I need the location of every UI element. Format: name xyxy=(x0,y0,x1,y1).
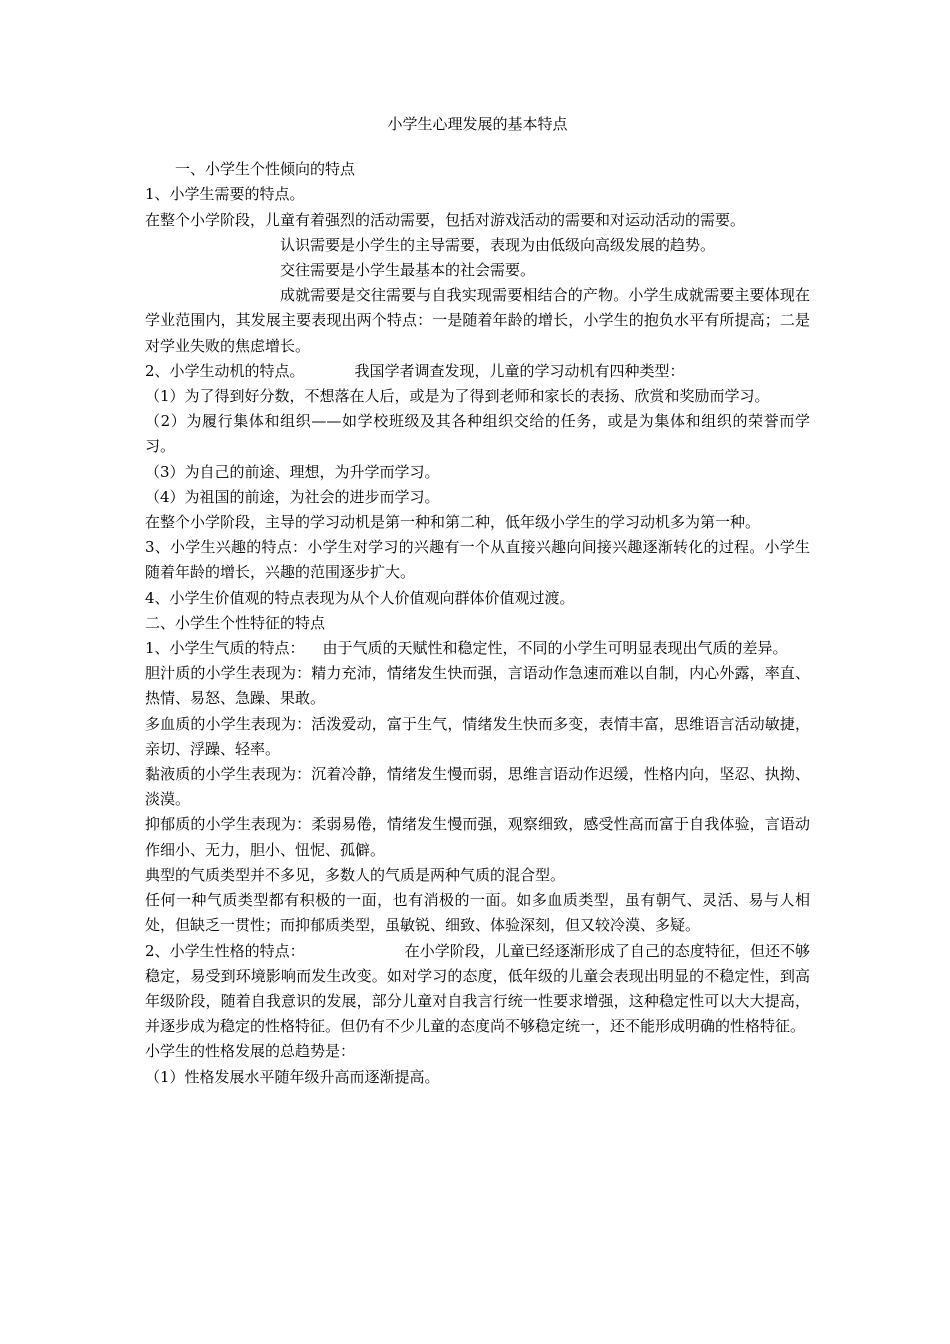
paragraph-social-needs: 交往需要是小学生最基本的社会需要。 xyxy=(280,261,536,280)
paragraph-phlegmatic: 黏液质的小学生表现为：沉着冷静，情绪发生慢而弱，思维言语动作迟缓，性格内向，坚忍、执拗、淡漠。 xyxy=(145,765,810,809)
temperament-intro: 由于气质的天赋性和稳定性，不同的小学生可明显表现出气质的差异。 xyxy=(322,639,788,658)
character-body: 在小学阶段，儿童已经逐渐形成了自己的态度特征，但还不够稳定，易受到环境影响而发生改变。如对学习的态度，低年级的儿童会表现出明显的不稳定性，到高年级阶段，随着自我意识的发展，部分儿童对自我言行统一性要求增强，这种稳定性可以大大提高，并逐步成为稳定的性格特征。但仍有不少儿童的态度尚不够稳定统一，还不能形成明确的性格特征。 xyxy=(145,941,810,1036)
subheading-motivation: 2、小学生动机的特点。 xyxy=(145,361,305,380)
list-item-motive-2: （2）为履行集体和组织——如学校班级及其各种组织交给的任务，或是为集体和组织的荣誉而学习。 xyxy=(145,412,810,456)
paragraph-melancholic: 抑郁质的小学生表现为：柔弱易倦，情绪发生慢而强，观察细致，感受性高而富于自我体验，言语动作细小、无力，胆小、忸怩、孤僻。 xyxy=(145,815,810,859)
motivation-intro: 我国学者调查发现，儿童的学习动机有四种类型： xyxy=(354,361,685,380)
subheading-needs: 1、小学生需要的特点。 xyxy=(145,185,305,204)
list-item-motive-1: （1）为了得到好分数，不想落在人后，或是为了得到老师和家长的表扬、欣赏和奖励而学习。 xyxy=(145,387,770,406)
paragraph-choleric: 胆汁质的小学生表现为：精力充沛，情绪发生快而强，言语动作急速而难以自制，内心外露，率直、热情、易怒、急躁、果敢。 xyxy=(145,664,810,708)
section-heading-1: 一、小学生个性倾向的特点 xyxy=(175,160,356,179)
list-item-motive-3: （3）为自己的前途、理想，为升学而学习。 xyxy=(145,462,440,481)
subheading-character: 2、小学生性格的特点： xyxy=(145,941,305,960)
paragraph-character-trend: 小学生的性格发展的总趋势是： xyxy=(145,1042,356,1061)
list-item-trend-1: （1）性格发展水平随年级升高而逐渐提高。 xyxy=(145,1067,440,1086)
paragraph-interest: 3、小学生兴趣的特点：小学生对学习的兴趣有一个从直接兴趣向间接兴趣逐渐转化的过程。小学生随着年龄的增长，兴趣的范围逐步扩大。 xyxy=(145,538,810,582)
section-heading-2: 二、小学生个性特征的特点 xyxy=(145,613,326,632)
list-item-motive-4: （4）为祖国的前途，为社会的进步而学习。 xyxy=(145,487,440,506)
paragraph-character xyxy=(145,939,810,1040)
paragraph-activity-needs: 在整个小学阶段，儿童有着强烈的活动需要，包括对游戏活动的需要和对运动活动的需要。 xyxy=(145,210,746,229)
paragraph-sanguine: 多血质的小学生表现为：活泼爱动，富于生气，情绪发生快而多变，表情丰富，思维语言活动敏捷，亲切、浮躁、轻率。 xyxy=(145,714,810,758)
paragraph-type-evaluation: 任何一种气质类型都有积极的一面，也有消极的一面。如多血质类型，虽有朝气、灵活、易与人相处，但缺乏一贯性；而抑郁质类型，虽敏锐、细致、体验深刻，但又较冷漠、多疑。 xyxy=(145,891,810,935)
paragraph-values: 4、小学生价值观的特点表现为从个人价值观向群体价值观过渡。 xyxy=(145,588,575,607)
document-title: 小学生心理发展的基本特点 xyxy=(387,115,568,133)
paragraph-achievement-needs: 成就需要是交往需要与自我实现需要相结合的产物。小学生成就需要主要体现在学业范围内，其发展主要表现出两个特点：一是随着年龄的增长，小学生的抱负水平有所提高；二是对学业失败的焦虑增长。 xyxy=(145,286,810,355)
paragraph-dominant-motive: 在整个小学阶段，主导的学习动机是第一种和第二种，低年级小学生的学习动机多为第一种。 xyxy=(145,513,761,532)
paragraph-cognitive-needs: 认识需要是小学生的主导需要，表现为由低级向高级发展的趋势。 xyxy=(280,235,716,254)
subheading-temperament: 1、小学生气质的特点： xyxy=(145,639,305,658)
paragraph-mixed-type: 典型的气质类型并不多见，多数人的气质是两种气质的混合型。 xyxy=(145,865,566,884)
paragraph-motivation xyxy=(145,359,810,384)
paragraph-temperament xyxy=(145,636,810,661)
document-page xyxy=(145,112,810,1090)
